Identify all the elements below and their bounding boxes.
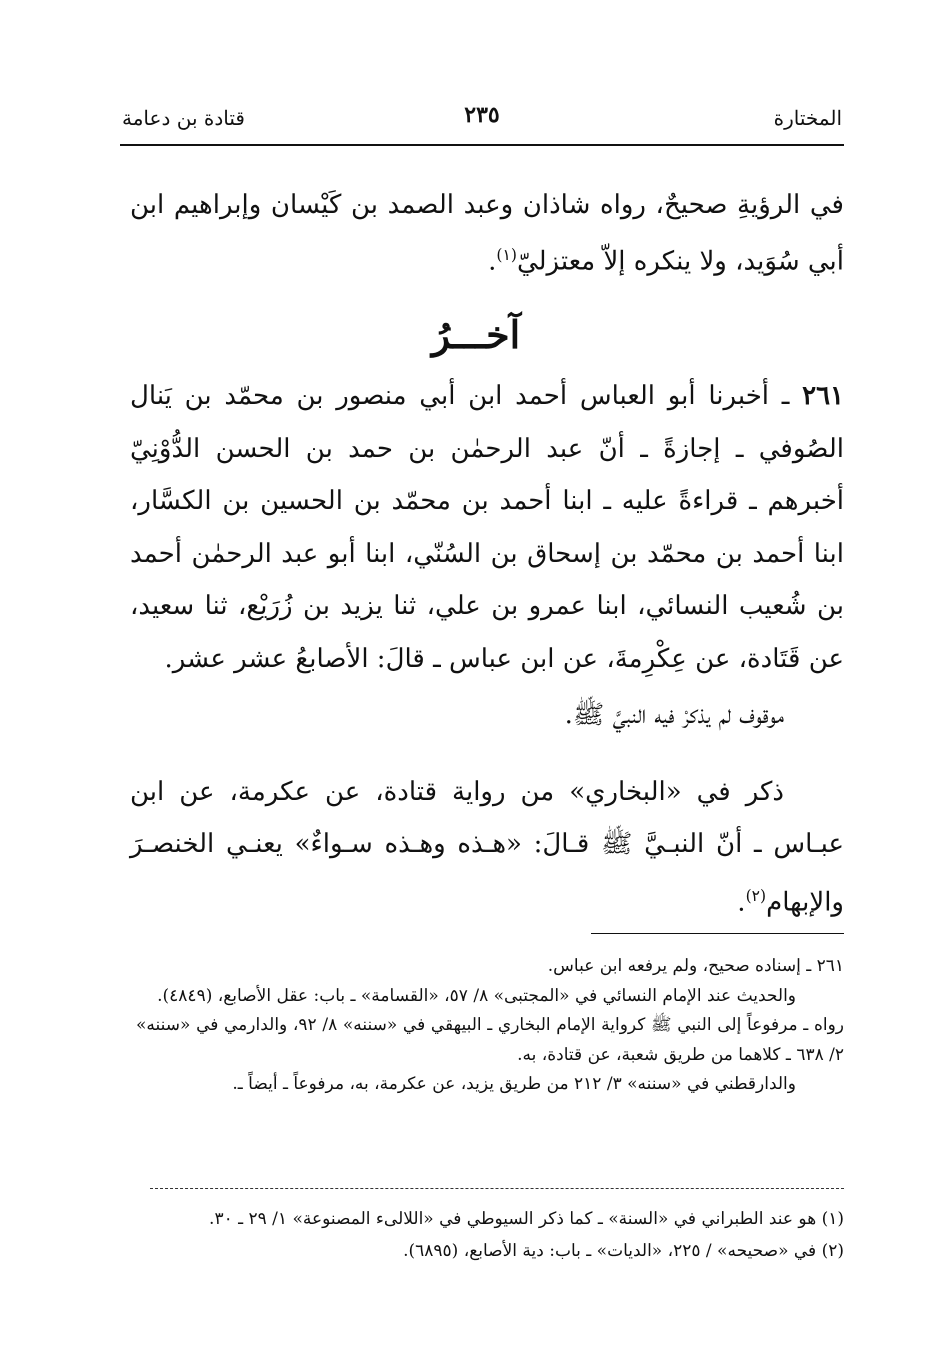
note-line: والحديث عند الإمام النسائي في «المجتبى» ٨/ ٥٧، «القسامة» ـ باب: عقل الأصابع، (٤٨٤٩). <box>157 985 796 1006</box>
bukhari-paragraph-end: . <box>737 887 746 918</box>
footnote-ref-1: (١) <box>496 246 517 264</box>
bukhari-paragraph <box>130 766 844 929</box>
hadith-text: ـ أخبرنا أبو العباس أحمد ابن أبي منصور بن محمّد بن يَنال الصُوفي ـ إجازةً ـ أنّ عبد الرحمٰن بن حمد بن الحسن الدُّوْنِيّ أخبرهم ـ قراءةً عليه ـ ابنا أحمد بن محمّد بن الحسين بن الكسَّار، ابنا أحمد بن محمّد بن إسحاق بن السُنّي، ابنا أبو عبد الرحمٰن أحمد بن شُعيب النسائي، ابنا عمرو بن علي، ثنا يزيد بن زُرَيْع، ثنا سعيد، عن قَتَادة، عن عِكْرِمةَ، عن ابن عباس ـ قالَ: الأصابعُ عشر عشر. <box>130 381 844 674</box>
note-line: والدارقطني في «سننه» ٣/ ٢١٢ من طريق يزيد، عن عكرمة، به، مرفوعاً ـ أيضاً ـ. <box>232 1074 796 1094</box>
hadith-paragraph <box>130 370 844 685</box>
header-divider <box>120 144 844 146</box>
opening-paragraph-end: . <box>488 246 497 277</box>
footnote-2: (٢) في «صحيحه» / ٢٢٥، «الديات» ـ باب: دية الأصابع، (٦٨٩٥). <box>403 1241 844 1261</box>
mawquf-note: موقوف لم يذكرْ فيه النبيَّ ﷺ. <box>564 700 784 730</box>
footnotes-divider <box>150 1188 844 1189</box>
note-line: ٢٦١ ـ إسناده صحيح، ولم يرفعه ابن عباس. <box>547 956 844 976</box>
footnote-1: (١) هو عند الطبراني في «السنة» ـ كما ذكر السيوطي في «اللالىء المصنوعة» ١/ ٢٩ ـ ٣٠. <box>209 1209 844 1229</box>
header-book-title: المختارة <box>773 106 842 130</box>
hadith-number: ٢٦١ <box>802 381 845 411</box>
running-header <box>122 100 842 140</box>
opening-paragraph-text: في الرؤيةِ صحيحٌ، رواه شاذان وعبد الصمد بن كَيْسان وإبراهيم ابن أبي سُوَيد، ولا ينكره إلاّ معتزليّ <box>130 190 844 277</box>
footnote-ref-2: (٢) <box>745 887 767 905</box>
opening-paragraph <box>130 180 844 287</box>
header-chapter-title: قتادة بن دعامة <box>122 106 245 130</box>
note-line: رواه ـ مرفوعاً إلى النبي ﷺ كرواية الإمام البخاري ـ البيهقي في «سننه» ٨/ ٩٢، والدارمي في «سننه» ٢/ ٦٣٨ ـ كلاهما من طريق شعبة، عن قتادة، به. <box>136 1015 844 1065</box>
section-heading: آخـــرُ <box>431 312 521 357</box>
notes-divider <box>591 933 844 934</box>
bukhari-paragraph-text: ذكر في «البخاري» من رواية قتادة، عن عكرمة، عن ابن عبـاس ـ أنّ النبـيَّ ﷺ قـالَ: «هـذه وهـذه سـواءٌ» يعنـي الخنصـرَ والإبهام <box>130 777 844 918</box>
footnotes <box>140 1203 844 1267</box>
editor-notes <box>136 952 844 1100</box>
page-number: ٢٣٥ <box>464 102 500 128</box>
